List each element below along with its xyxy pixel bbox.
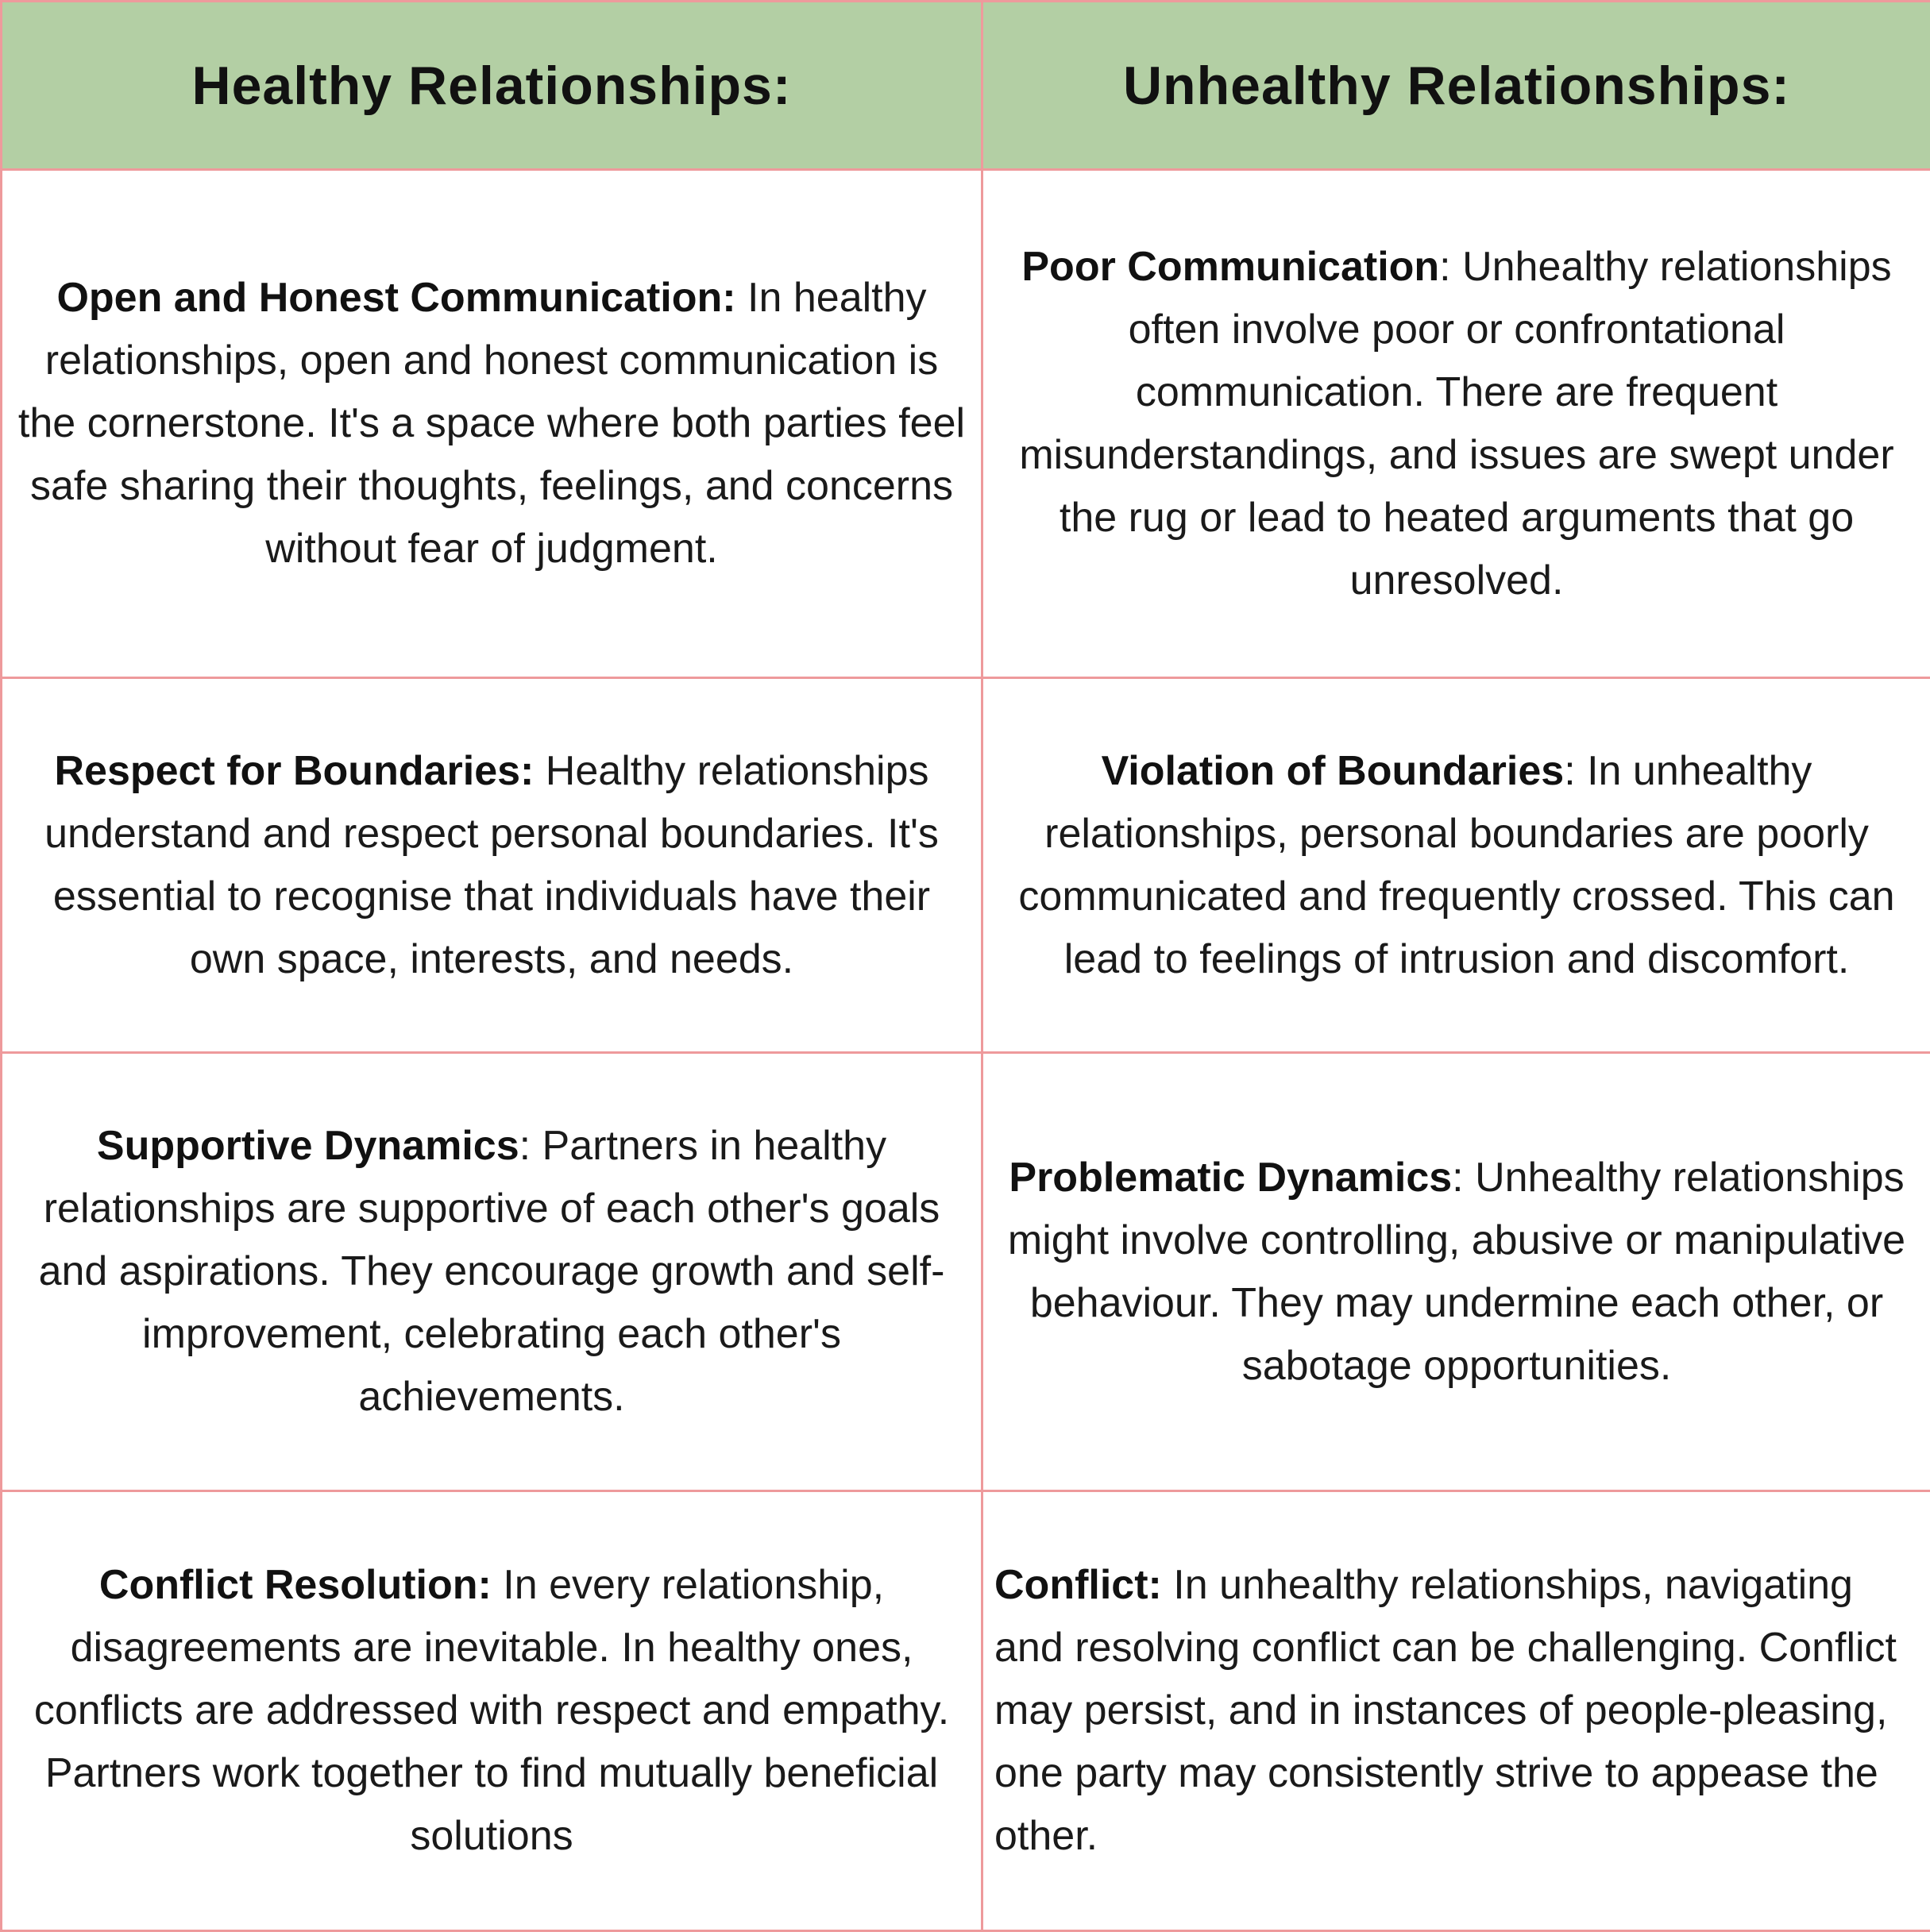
cell-term: Violation of Boundaries — [1102, 748, 1565, 794]
cell-text: In healthy relationships, open and honest communication is the cornerstone. It's a space where both parties feel safe sharing their thoughts, feelings, and concerns without fear of judgment. — [18, 275, 965, 572]
healthy-dynamics-cell — [2, 1053, 982, 1491]
table-header-row — [2, 2, 1930, 170]
cell-text: In every relationship, disagreements are inevitable. In healthy ones, conflicts are addressed with respect and empathy. Partners work together to find mutually beneficial solutions — [34, 1562, 949, 1859]
cell-text: : Partners in healthy relationships are supportive of each other's goals and aspirations. They encourage growth and self-improvement, celebrating each other's achievements. — [39, 1123, 945, 1420]
cell-text: : In unhealthy relationships, personal boundaries are poorly communicated and frequently crossed. This can lead to feelings of intrusion and discomfort. — [1018, 748, 1894, 982]
cell-term: Respect for Boundaries: — [54, 748, 534, 794]
cell-text: : Unhealthy relationships often involve poor or confrontational communication. There are frequent misunderstandings, and issues are swept under the rug or lead to heated arguments that go unresolved. — [1019, 244, 1893, 604]
unhealthy-communication-cell — [982, 170, 1930, 678]
unhealthy-boundaries-cell — [982, 678, 1930, 1053]
healthy-communication-cell — [2, 170, 982, 678]
cell-term: Problematic Dynamics — [1009, 1155, 1452, 1201]
healthy-boundaries-cell — [2, 678, 982, 1053]
healthy-conflict-cell — [2, 1491, 982, 1931]
cell-term: Supportive Dynamics — [97, 1123, 519, 1169]
cell-term: Conflict Resolution: — [99, 1562, 492, 1608]
cell-term: Open and Honest Communication: — [56, 275, 735, 321]
table-row — [2, 1491, 1930, 1931]
cell-term: Conflict: — [994, 1562, 1162, 1608]
table-row — [2, 170, 1930, 678]
unhealthy-conflict-cell — [982, 1491, 1930, 1931]
table-row — [2, 678, 1930, 1053]
table-row — [2, 1053, 1930, 1491]
cell-term: Poor Communication — [1021, 244, 1439, 290]
cell-text: Healthy relationships understand and respect personal boundaries. It's essential to recognise that individuals have their own space, interests, and needs. — [44, 748, 939, 982]
healthy-header: Healthy Relationships: — [2, 2, 982, 170]
cell-text: In unhealthy relationships, navigating and resolving conflict can be challenging. Conflict may persist, and in instances of people-pleasing, one party may consistently strive to appease the other. — [994, 1562, 1897, 1859]
cell-text: : Unhealthy relationships might involve controlling, abusive or manipulative behaviour. They may undermine each other, or sabotage opportunities. — [1008, 1155, 1905, 1389]
unhealthy-dynamics-cell — [982, 1053, 1930, 1491]
unhealthy-header: Unhealthy Relationships: — [982, 2, 1930, 170]
